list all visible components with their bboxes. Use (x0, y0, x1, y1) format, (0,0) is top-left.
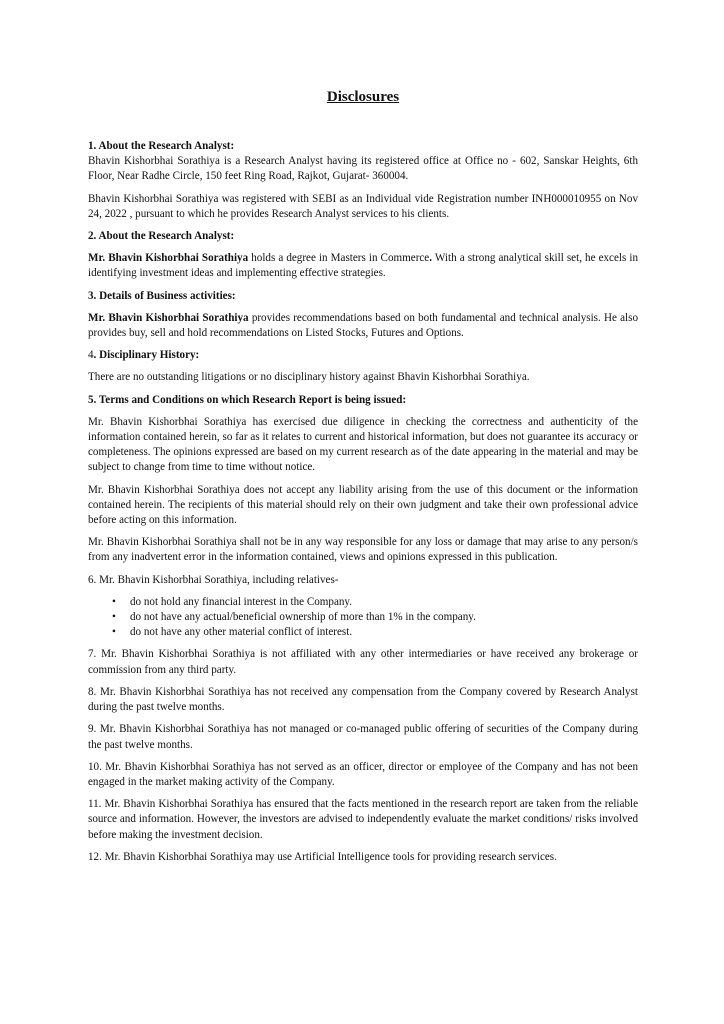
section-6-intro: 6. Mr. Bhavin Kishorbhai Sorathiya, including relatives- (88, 573, 339, 586)
section-2-heading: 2. About the Research Analyst: (88, 230, 235, 243)
section-4-heading (88, 348, 638, 363)
list-item: • do not hold any financial interest in the Company. (88, 595, 638, 610)
document-page (88, 88, 638, 872)
bullet-icon: • (112, 595, 116, 608)
section-11-paragraph: 11. Mr. Bhavin Kishorbhai Sorathiya has ensured that the facts mentioned in the research report are taken from the reliable source and information. However, the investors are advised to independently evaluate the market conditions/ risks involved before making the investment decision. (88, 798, 638, 841)
relatives-disclosure-list (88, 595, 638, 641)
section-1-heading: 1. About the Research Analyst: (88, 140, 235, 152)
section-7-paragraph: 7. Mr. Bhavin Kishorbhai Sorathiya is not affiliated with any other intermediaries or have received any brokerage or commission from any third party. (88, 648, 638, 676)
section-5-paragraph-3: Mr. Bhavin Kishorbhai Sorathiya shall not be in any way responsible for any loss or damage that may arise to any person/s from any inadvertent error in the information contained, views and opinions expressed in this publication. (88, 536, 638, 564)
section-3-paragraph (88, 311, 638, 341)
section-4-heading-number: 4 (88, 349, 94, 362)
section-10-paragraph: 10. Mr. Bhavin Kishorbhai Sorathiya has not served as an officer, director or employee of the Company and has not been engaged in the market making activity of the Company. (88, 760, 638, 788)
section-2-bold-dot: . (429, 252, 433, 265)
section-5-paragraph-1: Mr. Bhavin Kishorbhai Sorathiya has exercised due diligence in checking the correctness and authenticity of the information contained herein, so far as it relates to current and historical information, but does not guarantee its accuracy or completeness. The opinions expressed are based on my current research as of the date appearing in the material and may be subject to change from time to time without notice. (88, 415, 638, 474)
section-2-paragraph (88, 251, 638, 281)
section-9-paragraph: 9. Mr. Bhavin Kishorbhai Sorathiya has not managed or co-managed public offering of securities of the Company during the past twelve months. (88, 723, 638, 751)
section-5-heading: 5. Terms and Conditions on which Research Report is being issued: (88, 393, 407, 406)
section-3-text: provides recommendations based on both fundamental and technical analysis. He also provides buy, sell and hold recommendations on Listed Stocks, Futures and Options. (88, 311, 638, 340)
section-1-paragraph-2: Bhavin Kishorbhai Sorathiya was registered with SEBI as an Individual vide Registration number INH000010955 on Nov 24, 2022 , pursuant to which he provides Research Analyst services to his clients. (88, 192, 638, 220)
section-3-heading: 3. Details of Business activities: (88, 289, 236, 302)
analyst-name: Mr. Bhavin Kishorbhai Sorathiya (88, 311, 249, 324)
section-1-paragraph-1: Bhavin Kishorbhai Sorathiya is a Research Analyst having its registered office at Office no - 602, Sanskar Heights, 6th Floor, Near Radhe Circle, 150 feet Ring Road, Rajkot, Gujarat- 360004. (88, 155, 638, 183)
section-2-text-a: holds a degree in Masters in Commerce (248, 252, 430, 265)
section-12-paragraph: 12. Mr. Bhavin Kishorbhai Sorathiya may use Artificial Intelligence tools for providing research services. (88, 850, 557, 863)
list-item: • do not have any other material conflict of interest. (88, 625, 638, 640)
bullet-icon: • (112, 611, 116, 624)
page-title: Disclosures (326, 89, 400, 105)
section-2-text-b: With a strong analytical skill set, he excels in identifying investment ideas and implementing effective strategies. (88, 252, 638, 280)
section-4-paragraph: There are no outstanding litigations or no disciplinary history against Bhavin Kishorbhai Sorathiya. (88, 371, 530, 384)
bullet-icon: • (112, 626, 116, 639)
section-5-paragraph-2: Mr. Bhavin Kishorbhai Sorathiya does not accept any liability arising from the use of this document or the information contained herein. The recipients of this material should rely on their own judgment and take their own professional advice before acting on this information. (88, 483, 638, 527)
section-4-heading-text: . Disciplinary History: (93, 349, 200, 362)
list-item: • do not have any actual/beneficial ownership of more than 1% in the company. (88, 610, 638, 625)
section-8-paragraph: 8. Mr. Bhavin Kishorbhai Sorathiya has not received any compensation from the Company covered by Research Analyst during the past twelve months. (88, 685, 638, 714)
analyst-name: Mr. Bhavin Kishorbhai Sorathiya (88, 252, 249, 265)
